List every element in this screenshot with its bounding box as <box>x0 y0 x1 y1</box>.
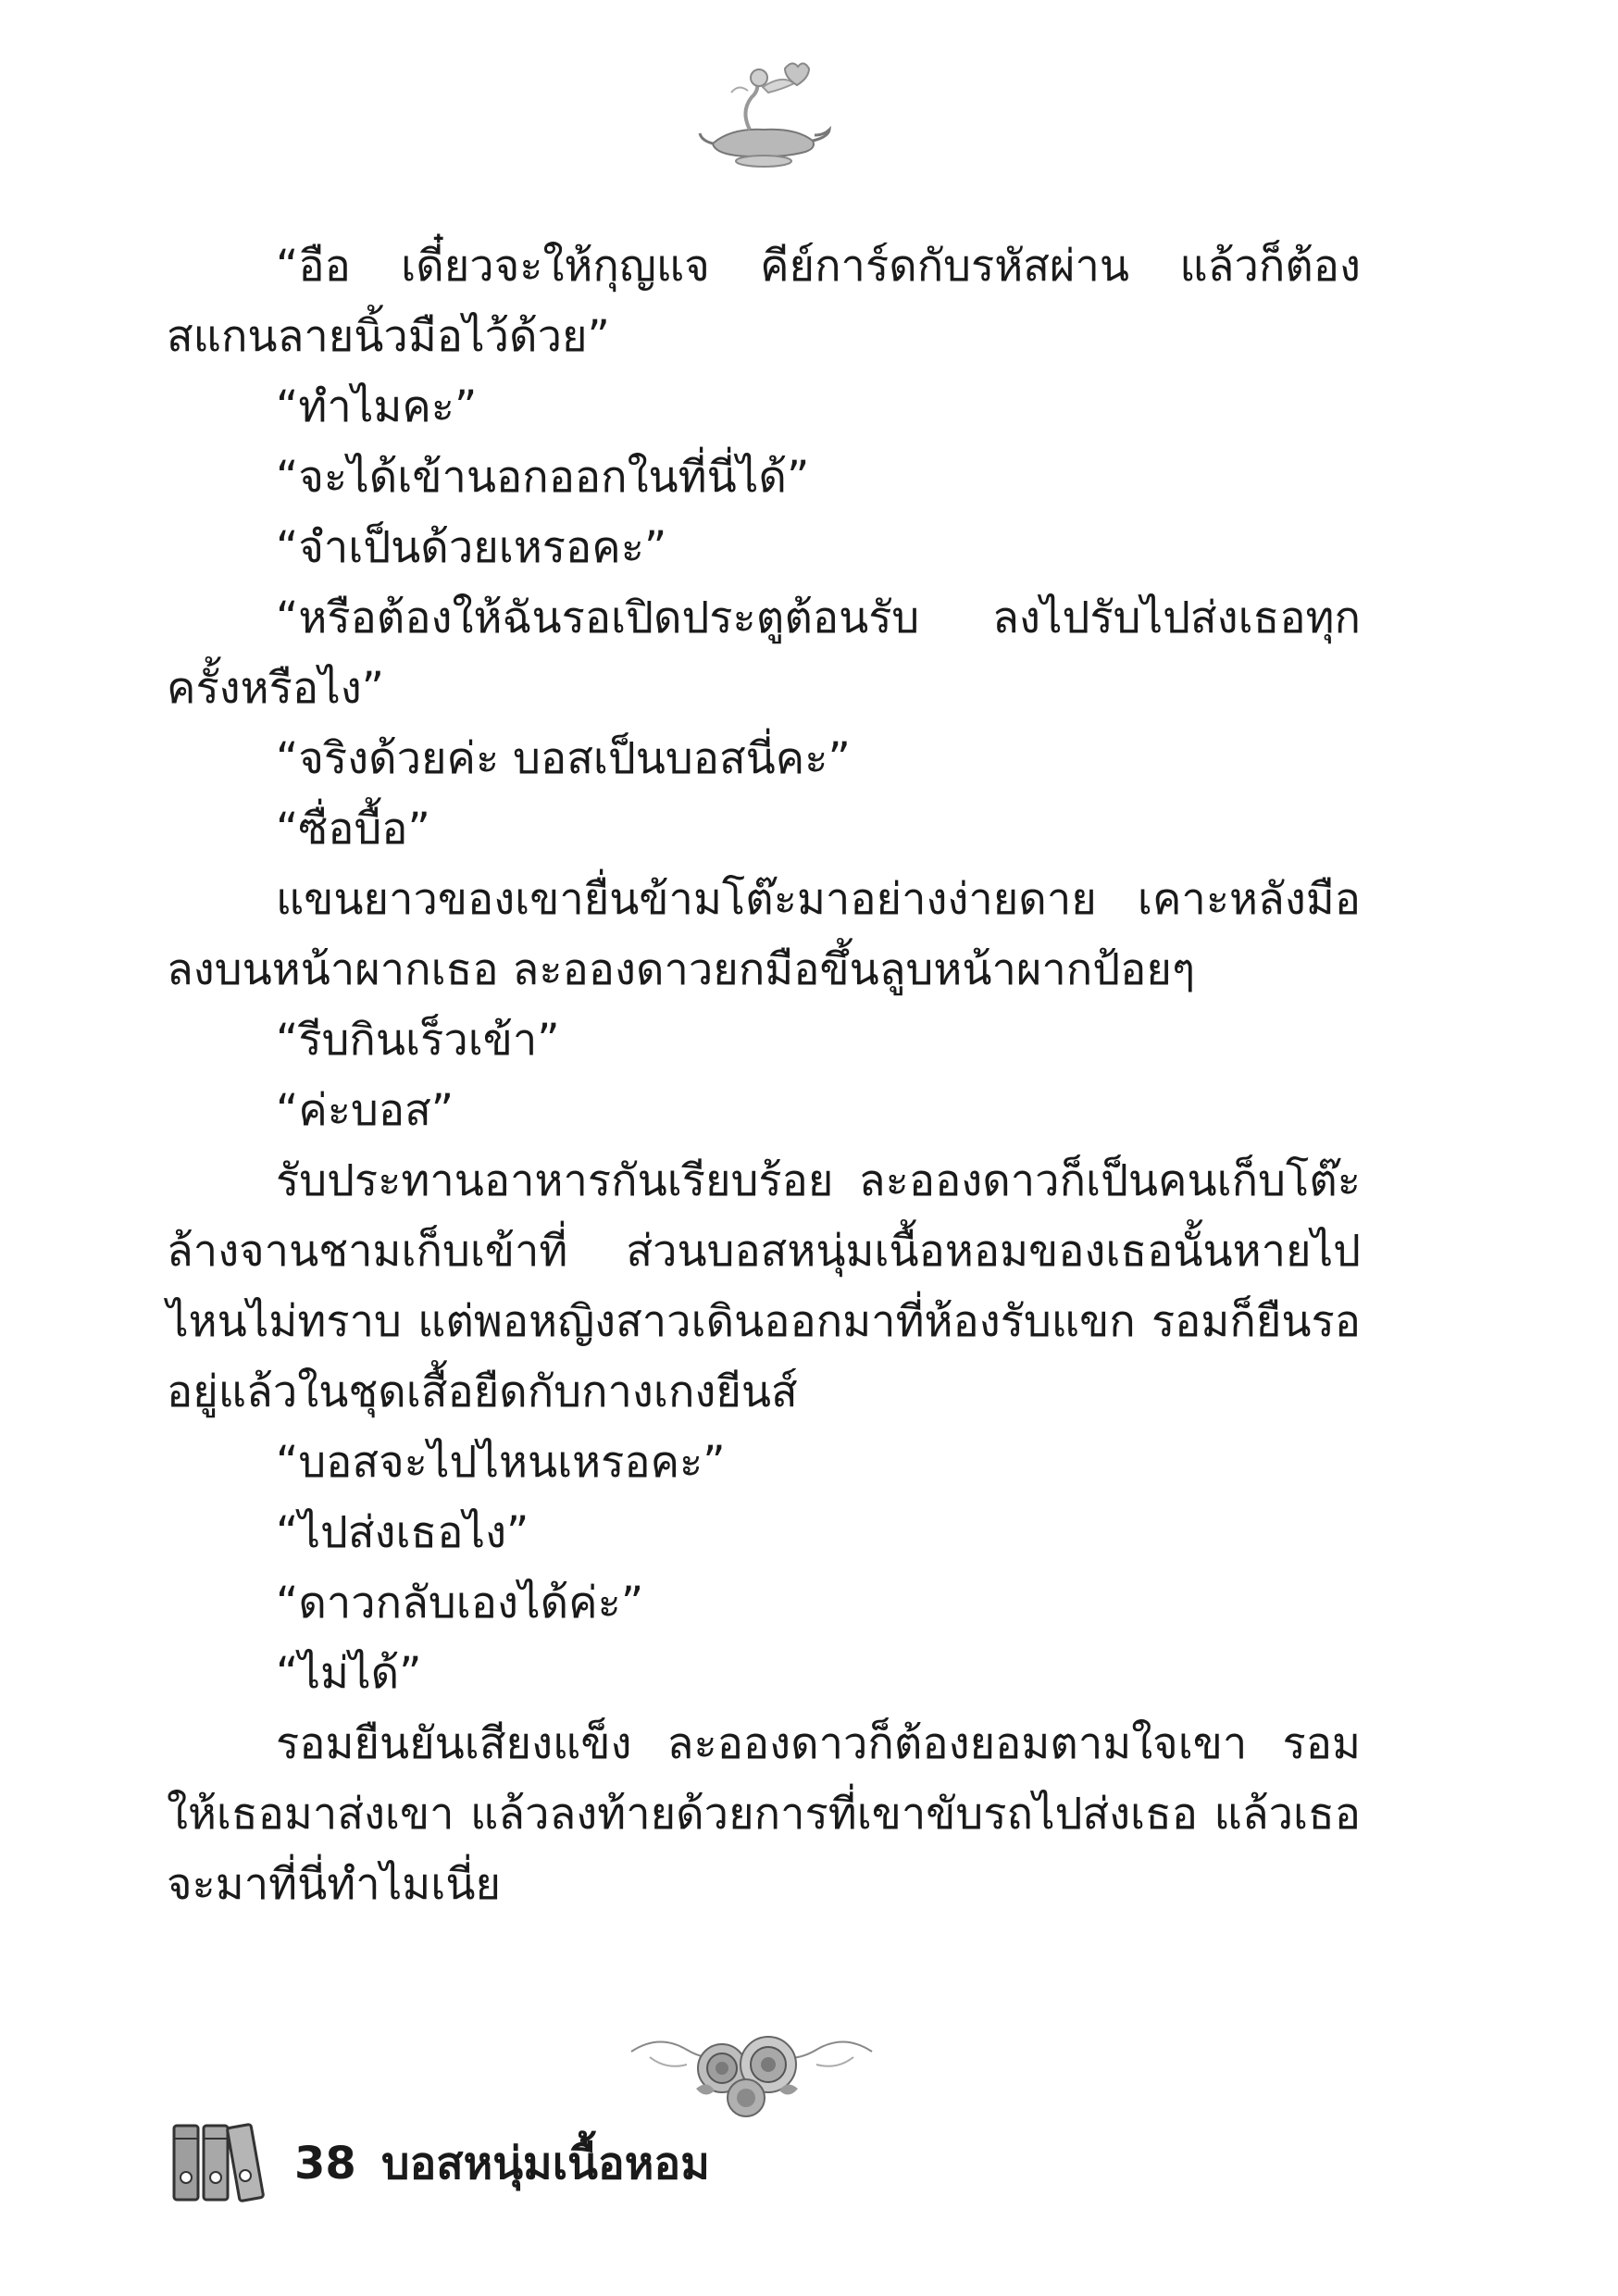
genie-lamp-cupid-ornament <box>694 56 833 176</box>
paragraph: “ค่ะบอส” <box>276 1085 454 1136</box>
paragraph: “บอสจะไปไหนเหรอคะ” <box>276 1437 726 1488</box>
paragraph: “ซื่อบื้อ” <box>276 804 430 855</box>
paragraph: “หรือต้องให้ฉันรอเปิดประตูต้อนรับ ลงไปรับไปส่งเธอทุกครั้งหรือไง” <box>167 593 1361 714</box>
paragraph: รับประทานอาหารกันเรียบร้อย ละอองดาวก็เป็นคนเก็บโต๊ะล้างจานชามเก็บเข้าที่ ส่วนบอสหนุ่มเนื้อหอมของเธอนั้นหายไปไหนไม่ทราบ แต่พอหญิงสาวเดินออกมาที่ห้องรับแขก รอมก็ยืนรออยู่แล้วในชุดเสื้อยืดกับกางเกงยีนส์ <box>167 1155 1361 1417</box>
paragraph: “ไม่ได้” <box>276 1648 422 1699</box>
page-footer <box>167 2120 1000 2203</box>
paragraph: “รีบกินเร็วเข้า” <box>276 1015 560 1066</box>
paragraph: แขนยาวของเขายื่นข้ามโต๊ะมาอย่างง่ายดาย เคาะหลังมือลงบนหน้าผากเธอ ละอองดาวยกมือขึ้นลูบหน้าผากป้อยๆ <box>167 874 1361 995</box>
paragraph: “จริงด้วยค่ะ บอสเป็นบอสนี่คะ” <box>276 733 851 784</box>
paragraph: “ไปส่งเธอไง” <box>276 1507 529 1558</box>
paragraph: “ทำไมคะ” <box>276 381 478 432</box>
paragraph: “จำเป็นด้วยเหรอคะ” <box>276 522 667 573</box>
book-title: บอสหนุ่มเนื้อหอม <box>381 2138 710 2190</box>
books-icon <box>167 2120 278 2203</box>
rose-flourish-ornament <box>622 2024 881 2126</box>
paragraph: “อือ เดี๋ยวจะให้กุญแจ คีย์การ์ดกับรหัสผ่าน แล้วก็ต้องสแกนลายนิ้วมือไว้ด้วย” <box>167 241 1361 362</box>
page-number: 38 <box>294 2138 356 2190</box>
paragraph: “ดาวกลับเองได้ค่ะ” <box>276 1578 644 1628</box>
story-text <box>167 231 1361 1920</box>
paragraph: “จะได้เข้านอกออกในที่นี่ได้” <box>276 452 810 503</box>
paragraph: รอมยืนยันเสียงแข็ง ละอองดาวก็ต้องยอมตามใจเขา รอมให้เธอมาส่งเขา แล้วลงท้ายด้วยการที่เขาขับรถไปส่งเธอ แล้วเธอจะมาที่นี่ทำไมเนี่ย <box>167 1718 1361 1910</box>
